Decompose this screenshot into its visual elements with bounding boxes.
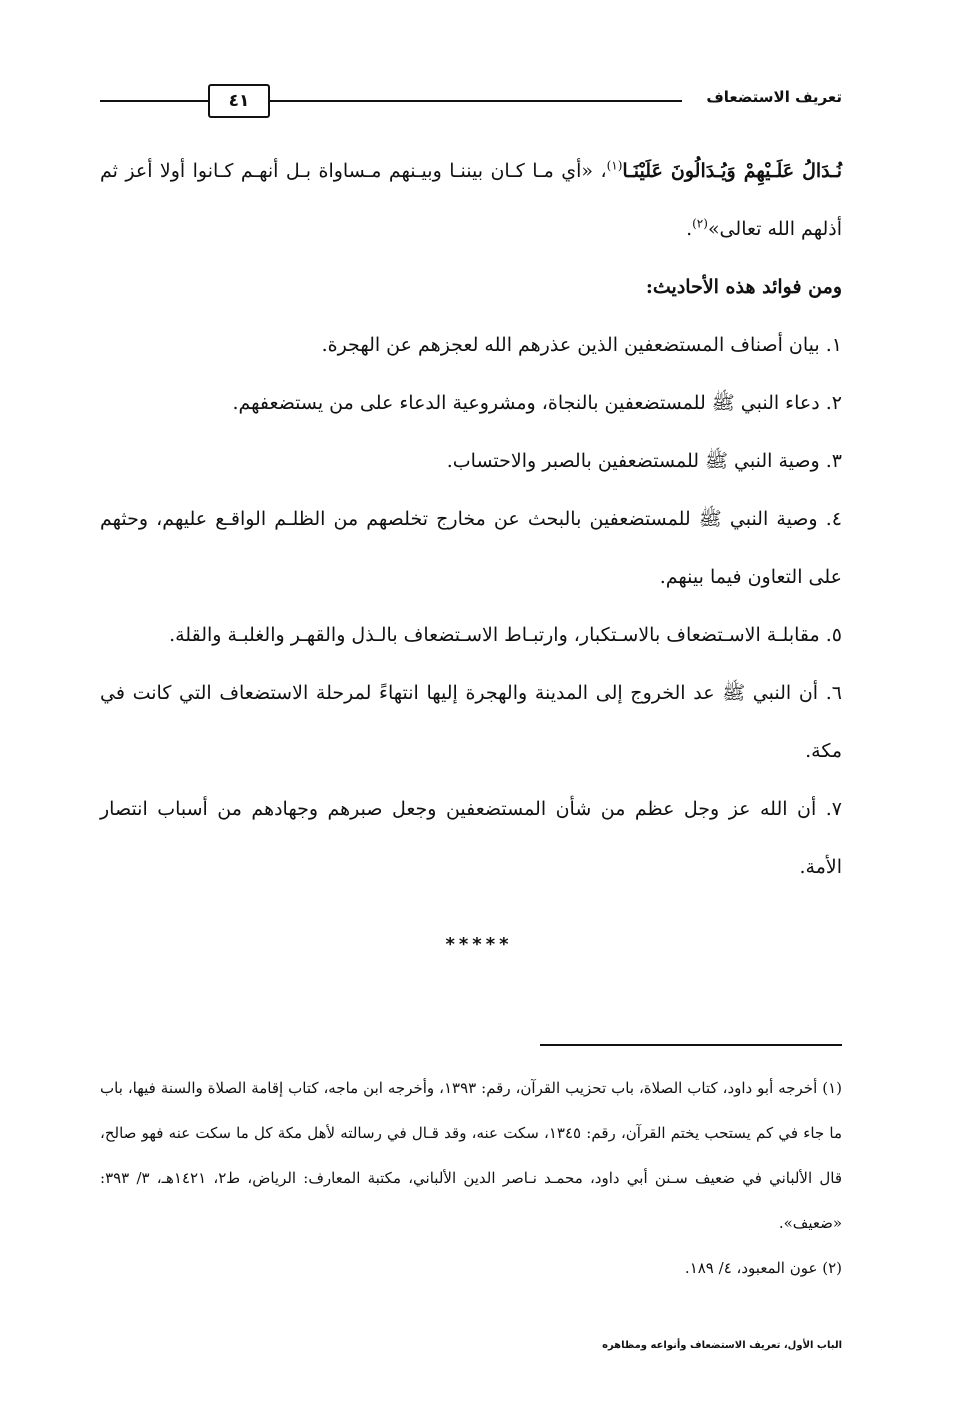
list-item: ١. بيان أصناف المستضعفين الذين عذرهم الله لعجزهم عن الهجرة. (321, 334, 842, 356)
body-text (100, 142, 842, 896)
quran-verse: نُـدَالُ عَلَـيْهِمْ وَيُـدَالُونَ عَلَيْنَـا (622, 160, 842, 182)
list-item: ٦. أن النبي ﷺ عد الخروج إلى المدينة والهجرة إليها انتهاءً لمرحلة الاستضعاف التي كانت في مكة. (100, 682, 842, 762)
header-title: تعريف الاستضعاف (706, 88, 842, 106)
footnote-ref-1: (١) (606, 158, 623, 173)
footnote-ref-2: (٢) (692, 216, 708, 231)
quote-text: ، «أي مـا كـان بيننـا وبيـنهم مـساواة بـل أنهـم كـانوا أولا أعز ثم أذلهم الله تعالى» (100, 160, 842, 240)
header-rule-right (268, 100, 682, 102)
running-footer: الباب الأول، تعريف الاستضعاف وأنواعه ومظاهره (602, 1340, 842, 1351)
section-separator: ***** (445, 934, 513, 955)
list-item: ٥. مقابلـة الاسـتضعاف بالاسـتكبار، وارتبـاط الاسـتضعاف بالـذل والقهـر والغلبـة والقلة. (169, 624, 842, 646)
footnote-rule (540, 1044, 842, 1046)
footnote-1: (١) أخرجه أبو داود، كتاب الصلاة، باب تحزيب القرآن، رقم: ١٣٩٣، وأخرجه ابن ماجه، كتاب إقامة الصلاة والسنة فيها، باب ما جاء في كم يستحب يختم القرآن، رقم: ١٣٤٥، سكت عنه، وقد قـال في رسالته لأهل مكة كل ما سكت عنه فهو صالح، قال الألباني في ضعيف سـنن أبي داود، محمـد نـاصر الدين الألباني، مكتبة المعارف: الرياض، ط٢، ١٤٢١هـ، ٣/ ٣٩٣: «ضعيف». (100, 1079, 842, 1232)
quote-end: . (686, 218, 693, 240)
intro-paragraph (100, 142, 842, 258)
running-header (100, 86, 842, 122)
list-item: ٧. أن الله عز وجل عظم من شأن المستضعفين وجعل صبرهم وجهادهم من أسباب انتصار الأمة. (100, 798, 842, 878)
list-item: ٣. وصية النبي ﷺ للمستضعفين بالصبر والاحتساب. (446, 450, 842, 472)
footnotes (100, 1066, 842, 1291)
list-item: ٢. دعاء النبي ﷺ للمستضعفين بالنجاة، ومشروعية الدعاء على من يستضعفهم. (232, 392, 842, 414)
page-number: ٤١ (208, 84, 270, 118)
subheading: ومن فوائد هذه الأحاديث: (645, 276, 842, 298)
list-item: ٤. وصية النبي ﷺ للمستضعفين بالبحث عن مخارج تخلصهم من الظلـم الواقـع عليهم، وحثهم على التعاون فيما بينهم. (100, 508, 842, 588)
footnote-2: (٢) عون المعبود، ٤/ ١٨٩. (684, 1259, 842, 1277)
